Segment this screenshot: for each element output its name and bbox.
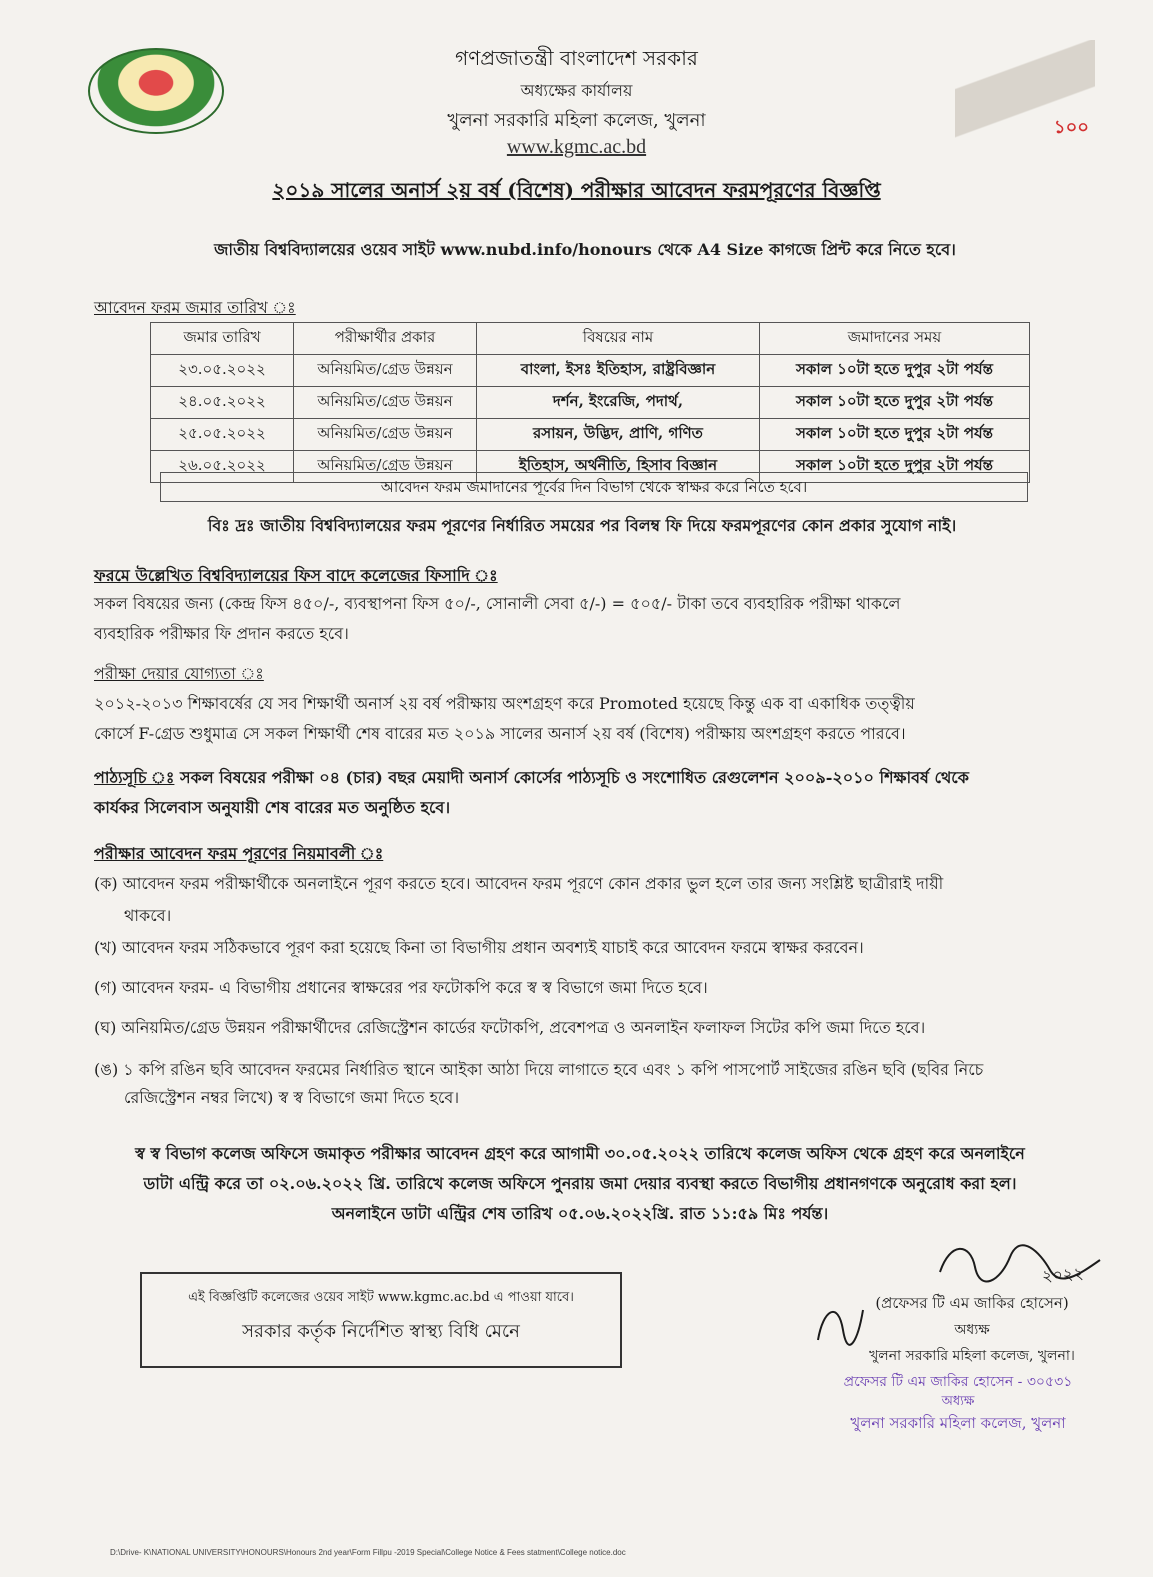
rule-item-b: (খ) আবেদন ফরম সঠিকভাবে পূরণ করা হয়েছে কিনা তা বিভাগীয় প্রধান অবশ্যই যাচাই করে আবেদন ফরমে স্বাক্ষর করবেন।	[94, 938, 864, 957]
submission-table	[150, 322, 1030, 483]
file-path: D:\Drive- K\NATIONAL UNIVERSITY\HONOURS\Honours 2nd year\Form Fillpu -2019 Special\College Notice & Fees statment\College notice.doc	[110, 1548, 626, 1557]
govt-heading: গণপ্রজাতন্ত্রী বাংলাদেশ সরকার	[455, 46, 698, 70]
initial-signature	[808, 1290, 868, 1350]
stamp-title: অধ্যক্ষ	[941, 1394, 975, 1409]
cell-subjects: রসায়ন, উদ্ভিদ, প্রাণি, গণিত	[477, 419, 760, 451]
closing-line-1: স্ব স্ব বিভাগ কলেজ অফিসে জমাকৃত পরীক্ষার আবেদন গ্রহণ করে আগামী ৩০.০৫.২০২২ তারিখে কলেজ অফিস থেকে গ্রহণ করে অনলাইনে	[135, 1144, 1025, 1163]
eligibility-line-1: ২০১২-২০১৩ শিক্ষাবর্ষের যে সব শিক্ষার্থী অনার্স ২য় বর্ষ পরীক্ষায় অংশগ্রহণ করে Promoted হয়েছে কিন্তু এক বা একাধিক তত্ত্বীয়	[94, 694, 915, 713]
signature-year: ২০২২	[1041, 1263, 1085, 1286]
principal-name: (প্রফেসর টি এম জাকির হোসেন)	[875, 1294, 1069, 1312]
college-website: www.kgmc.ac.bd	[506, 136, 647, 158]
intro-text: জাতীয় বিশ্ববিদ্যালয়ের ওয়েব সাইট www.nubd.info/honours থেকে A4 Size কাগজে প্রিন্ট করে নিতে হবে।	[214, 240, 956, 259]
table-row	[151, 387, 1030, 419]
cell-time: সকাল ১০টা হতে দুপুর ২টা পর্যন্ত	[760, 355, 1030, 387]
cell-date: ২৬.০৫.২০২২	[151, 451, 294, 483]
table-row	[151, 355, 1030, 387]
cell-subjects: ইতিহাস, অর্থনীতি, হিসাব বিজ্ঞান	[477, 451, 760, 483]
rule-item-a: (ক) আবেদন ফরম পরীক্ষার্থীকে অনলাইনে পূরণ করতে হবে। আবেদন ফরম পূরণে কোন প্রকার ভুল হলে তার জন্য সংশ্লিষ্ট ছাত্রীরাই দায়ী	[94, 874, 944, 893]
cell-date: ২৫.০৫.২০২২	[151, 419, 294, 451]
cell-type: অনিয়মিত/গ্রেড উন্নয়ন	[294, 419, 477, 451]
submission-heading: আবেদন ফরম জমার তারিখ ঃ	[94, 298, 296, 317]
fees-line-1: সকল বিষয়ের জন্য (কেন্দ্র ফিস ৪৫০/-, ব্যবস্থাপনা ফিস ৫০/-, সোনালী সেবা ৫/-) = ৫০৫/- টাকা তবে ব্যবহারিক পরীক্ষা থাকলে	[94, 594, 901, 613]
college-heading: খুলনা সরকারি মহিলা কলেজ, খুলনা	[447, 110, 706, 131]
info-box-health: সরকার কর্তৃক নির্দেশিত স্বাস্থ্য বিধি মেনে	[242, 1321, 520, 1342]
cell-date: ২৪.০৫.২০২২	[151, 387, 294, 419]
syllabus-line-1	[94, 764, 969, 792]
principal-title: অধ্যক্ষ	[954, 1322, 990, 1338]
rule-item-c: (গ) আবেদন ফরম- এ বিভাগীয় প্রধানের স্বাক্ষরের পর ফটোকপি করে স্ব স্ব বিভাগে জমা দিতে হবে।	[94, 978, 708, 997]
rules-heading: পরীক্ষার আবেদন ফরম পূরণের নিয়মাবলী ঃ	[94, 844, 384, 863]
principal-institution: খুলনা সরকারি মহিলা কলেজ, খুলনা।	[869, 1348, 1075, 1364]
col-header: জমাদানের সময়	[760, 323, 1030, 355]
fees-line-2: ব্যবহারিক পরীক্ষার ফি প্রদান করতে হবে।	[94, 624, 349, 643]
eligibility-heading: পরীক্ষা দেয়ার যোগ্যতা ঃ	[94, 664, 264, 683]
info-box	[140, 1272, 622, 1368]
table-header-row	[151, 323, 1030, 355]
notice-title: ২০১৯ সালের অনার্স ২য় বর্ষ (বিশেষ) পরীক্ষার আবেদন ফরমপূরণের বিজ্ঞপ্তি	[272, 178, 881, 202]
cell-subjects: দর্শন, ইংরেজি, পদার্থ,	[477, 387, 760, 419]
closing-line-3: অনলাইনে ডাটা এন্ট্রির শেষ তারিখ ০৫.০৬.২০২২খ্রি. রাত ১১:৫৯ মিঃ পর্যন্ত।	[331, 1204, 829, 1223]
stamp-name: প্রফেসর টি এম জাকির হোসেন - ৩০৫৩১	[843, 1374, 1073, 1390]
table-note: আবেদন ফরম জমাদানের পূর্বের দিন বিভাগ থেকে স্বাক্ষর করে নিতে হবে।	[160, 472, 1028, 502]
eligibility-line-2: কোর্সে F-গ্রেড শুধুমাত্র সে সকল শিক্ষার্থী শেষ বারের মত ২০১৯ সালের অনার্স ২য় বর্ষ (বিশেষ) পরীক্ষায় অংশগ্রহণ করতে পারবে।	[94, 724, 906, 743]
cell-type: অনিয়মিত/গ্রেড উন্নয়ন	[294, 355, 477, 387]
cell-date: ২৩.০৫.২০২২	[151, 355, 294, 387]
nb-note: বিঃ দ্রঃ জাতীয় বিশ্ববিদ্যালয়ের ফরম পূরণের নির্ধারিত সময়ের পর বিলম্ব ফি দিয়ে ফরমপূরণের কোন প্রকার সুযোগ নাই।	[207, 516, 957, 535]
syllabus-text: সকল বিষয়ের পরীক্ষা ০৪ (চার) বছর মেয়াদী অনার্স কোর্সের পাঠ্যসূচি ও সংশোধিত রেগুলেশন ২০০৯-২০১০ শিক্ষাবর্ষ থেকে	[180, 768, 969, 787]
cell-type: অনিয়মিত/গ্রেড উন্নয়ন	[294, 387, 477, 419]
col-header: জমার তারিখ	[151, 323, 294, 355]
cell-time: সকাল ১০টা হতে দুপুর ২টা পর্যন্ত	[760, 387, 1030, 419]
centenary-badge: ১০০	[1053, 117, 1089, 138]
syllabus-label: পাঠ্যসূচি ঃ	[94, 768, 175, 787]
cell-time: সকাল ১০টা হতে দুপুর ২টা পর্যন্ত	[760, 451, 1030, 483]
cell-type: অনিয়মিত/গ্রেড উন্নয়ন	[294, 451, 477, 483]
rule-item-e-cont: রেজিস্ট্রেশন নম্বর লিখে) স্ব স্ব বিভাগে জমা দিতে হবে।	[124, 1088, 460, 1107]
cell-time: সকাল ১০টা হতে দুপুর ২টা পর্যন্ত	[760, 419, 1030, 451]
stamp-institution: খুলনা সরকারি মহিলা কলেজ, খুলনা	[850, 1414, 1066, 1432]
col-header: বিষয়ের নাম	[477, 323, 760, 355]
syllabus-line-2: কার্যকর সিলেবাস অনুযায়ী শেষ বারের মত অনুষ্ঠিত হবে।	[94, 798, 451, 817]
fees-heading: ফরমে উল্লেখিত বিশ্ববিদ্যালয়ের ফিস বাদে কলেজের ফিসাদি ঃ	[94, 566, 498, 585]
closing-line-2: ডাটা এন্ট্রি করে তা ০২.০৬.২০২২ খ্রি. তারিখে কলেজ অফিসে পুনরায় জমা দেয়ার ব্যবস্থা করতে বিভাগীয় প্রধানগণকে অনুরোধ করা হল।	[143, 1174, 1017, 1193]
rule-item-e: (ঙ) ১ কপি রঙিন ছবি আবেদন ফরমের নির্ধারিত স্থানে আইকা আঠা দিয়ে লাগাতে হবে এবং ১ কপি পাসপোর্ট সাইজের রঙিন ছবি (ছবির নিচে	[94, 1060, 984, 1079]
rule-item-d: (ঘ) অনিয়মিত/গ্রেড উন্নয়ন পরীক্ষার্থীদের রেজিস্ট্রেশন কার্ডের ফটোকপি, প্রবেশপত্র ও অনলাইন ফলাফল সিটের কপি জমা দিতে হবে।	[94, 1018, 926, 1037]
col-header: পরীক্ষার্থীর প্রকার	[294, 323, 477, 355]
office-heading: অধ্যক্ষের কার্যালয়	[520, 81, 633, 100]
rule-item-a-cont: থাকবে।	[124, 906, 172, 925]
cell-subjects: বাংলা, ইসঃ ইতিহাস, রাষ্ট্রবিজ্ঞান	[477, 355, 760, 387]
table-row	[151, 419, 1030, 451]
info-box-website: এই বিজ্ঞপ্তিটি কলেজের ওয়েব সাইট www.kgmc.ac.bd এ পাওয়া যাবে।	[188, 1290, 574, 1305]
